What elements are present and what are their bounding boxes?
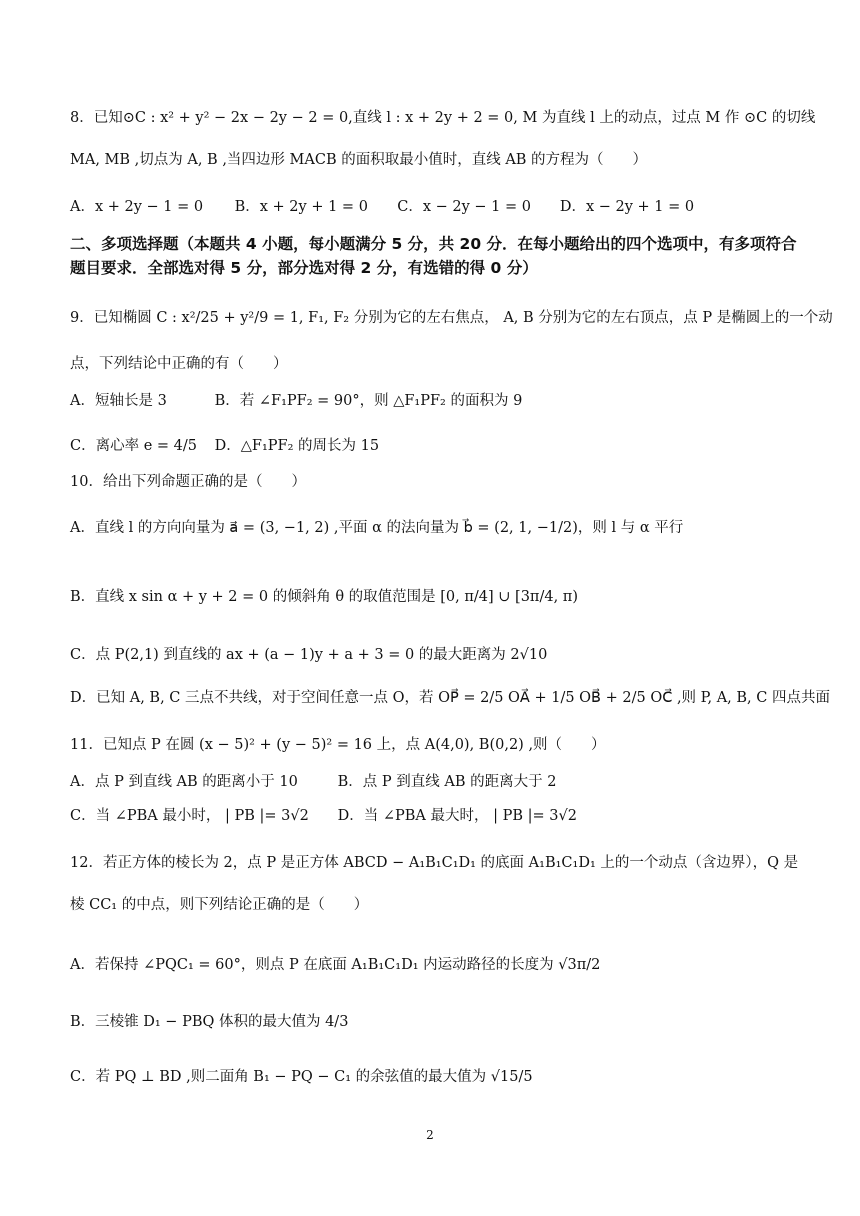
q9-line-1: 9．已知椭圆 C : x²/25 + y²/9 = 1, F₁, F₂ 分别为它的左右焦点， A, B 分别为它的左右顶点，点 P 是椭圆上的一个动 <box>70 310 833 326</box>
q8-option-d: D．x − 2y + 1 = 0 <box>559 199 695 215</box>
q8-options <box>70 197 800 217</box>
q9-line-2: 点，下列结论中正确的有（ ） <box>70 356 288 372</box>
q12-option-b: B．三棱锥 D₁ − PBQ 体积的最大值为 4/3 <box>70 1014 349 1030</box>
q11-options-row-1 <box>70 772 800 792</box>
q8-option-b: B．x + 2y + 1 = 0 <box>234 199 368 215</box>
q8-line-2: MA, MB ,切点为 A, B ,当四边形 MACB 的面积取最小值时，直线 AB 的方程为（ ） <box>70 152 648 168</box>
q11-option-c: C．当 ∠PBA 最小时， | PB |= 3√2 <box>70 808 309 824</box>
q8-line-1: 8．已知⊙C : x² + y² − 2x − 2y − 2 = 0,直线 l : x + 2y + 2 = 0, M 为直线 l 上的动点，过点 M 作 ⊙C 的切线 <box>70 110 816 126</box>
q11-stem: 11．已知点 P 在圆 (x − 5)² + (y − 5)² = 16 上，点 A(4,0), B(0,2) ,则（ ） <box>70 737 606 753</box>
q9-option-a: A．短轴长是 3 <box>70 393 167 409</box>
q12-option-a: A．若保持 ∠PQC₁ = 60°，则点 P 在底面 A₁B₁C₁D₁ 内运动路径的长度为 √3π/2 <box>70 957 601 973</box>
q10-option-c: C．点 P(2,1) 到直线的 ax + (a − 1)y + a + 3 = 0 的最大距离为 2√10 <box>70 647 548 663</box>
section-2-header: 二、多项选择题（本题共 4 小题，每小题满分 5 分，共 20 分．在每小题给出的四个选项中，有多项符合题目要求．全部选对得 5 分，部分选对得 2 分，有选错的得 0 分） <box>70 235 797 277</box>
q11-options-row-2 <box>70 806 800 826</box>
q10-stem: 10．给出下列命题正确的是（ ） <box>70 474 306 490</box>
q9-options-row-2 <box>70 436 800 456</box>
q9-options-row-1 <box>70 391 800 411</box>
q11-option-b: B．点 P 到直线 AB 的距离大于 2 <box>337 774 557 790</box>
q12-line-2: 棱 CC₁ 的中点，则下列结论正确的是（ ） <box>70 897 369 913</box>
q8-option-a: A．x + 2y − 1 = 0 <box>70 199 204 215</box>
q12-option-c: C．若 PQ ⊥ BD ,则二面角 B₁ − PQ − C₁ 的余弦值的最大值为 √15/5 <box>70 1069 533 1085</box>
q11-option-a: A．点 P 到直线 AB 的距离小于 10 <box>70 774 298 790</box>
q12-line-1: 12．若正方体的棱长为 2，点 P 是正方体 ABCD − A₁B₁C₁D₁ 的底面 A₁B₁C₁D₁ 上的一个动点（含边界），Q 是 <box>70 855 799 871</box>
q8-option-c: C．x − 2y − 1 = 0 <box>397 199 531 215</box>
q10-option-b: B．直线 x sin α + y + 2 = 0 的倾斜角 θ 的取值范围是 [0, π/4] ∪ [3π/4, π) <box>70 589 578 605</box>
q10-option-a: A．直线 l 的方向向量为 a⃗ = (3, −1, 2) ,平面 α 的法向量为 b⃗ = (2, 1, −1/2)，则 l 与 α 平行 <box>70 520 684 536</box>
page-number: 2 <box>426 1128 434 1142</box>
q11-option-d: D．当 ∠PBA 最大时， | PB |= 3√2 <box>337 808 577 824</box>
q9-option-b: B．若 ∠F₁PF₂ = 90°，则 △F₁PF₂ 的面积为 9 <box>214 393 523 409</box>
q9-option-c: C．离心率 e = 4/5 <box>70 438 197 454</box>
q9-option-d: D．△F₁PF₂ 的周长为 15 <box>214 438 380 454</box>
q10-option-d: D．已知 A, B, C 三点不共线，对于空间任意一点 O，若 OP⃗ = 2/5 OA⃗ + 1/5 OB⃗ + 2/5 OC⃗ ,则 P, A, B, C 四点共面 <box>70 690 830 706</box>
